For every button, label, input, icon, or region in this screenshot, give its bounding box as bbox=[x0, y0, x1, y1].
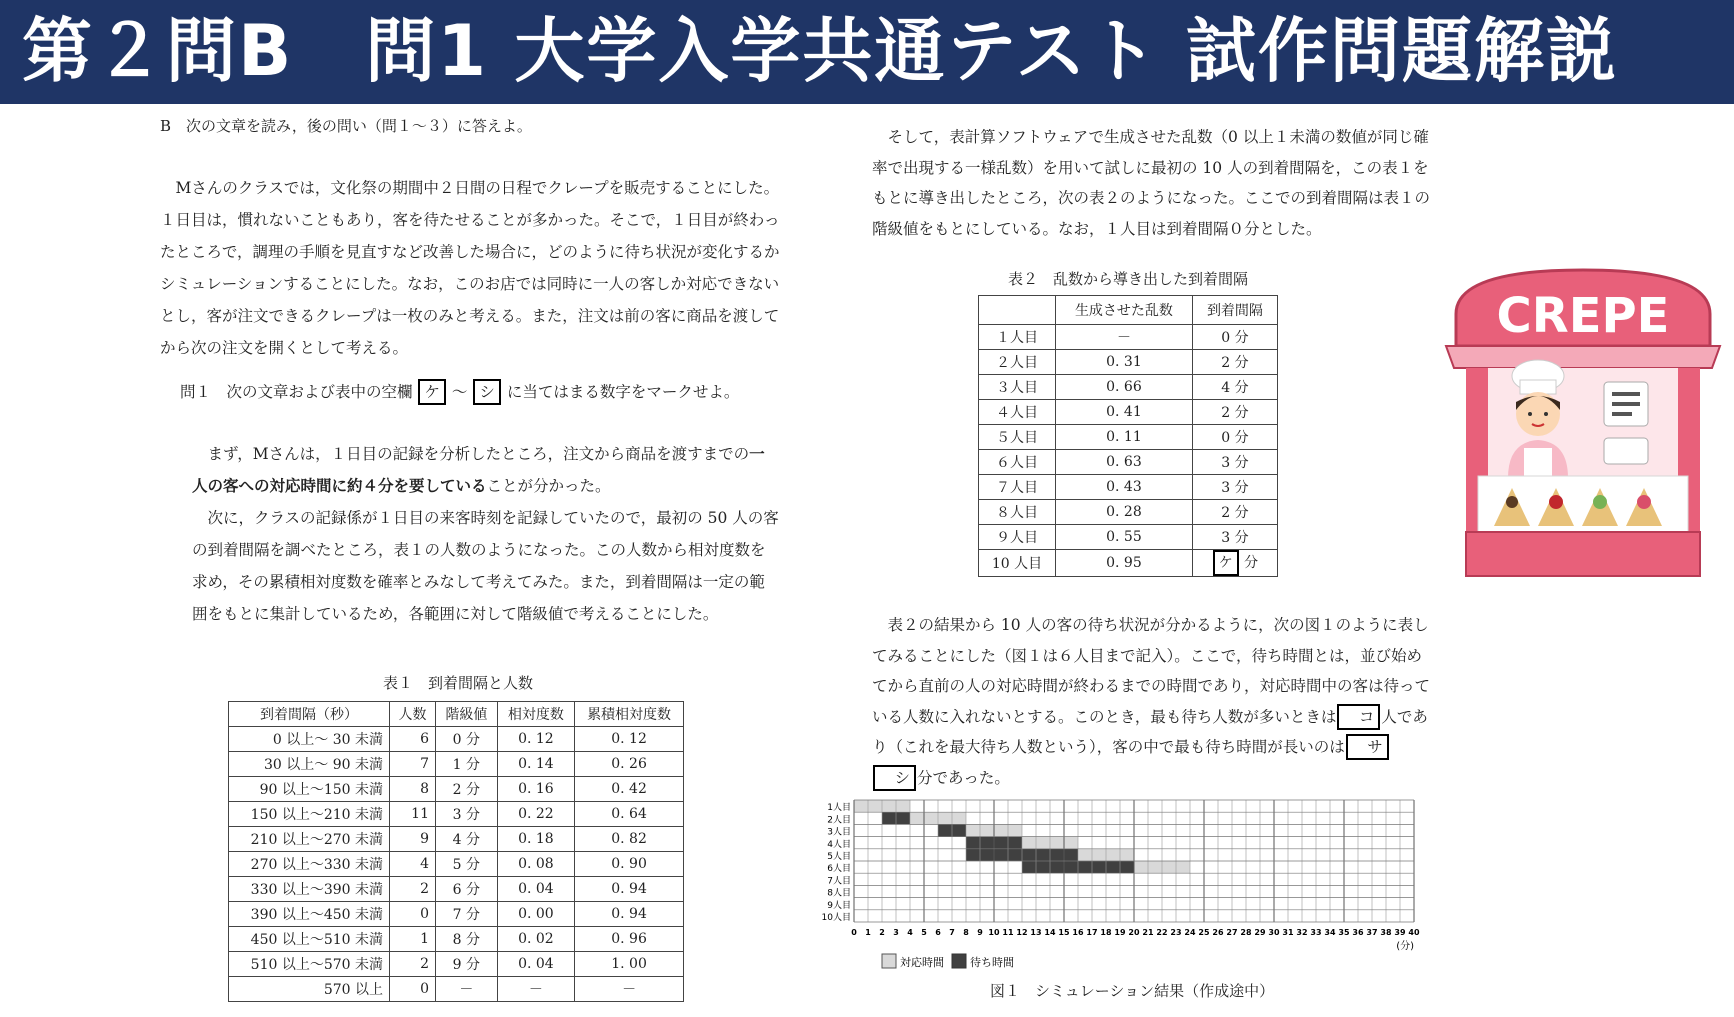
blank-box-ko: コ bbox=[1337, 704, 1380, 730]
figure-1-caption: 図１ シミュレーション結果（作成途中） bbox=[990, 982, 1275, 1000]
x-tick-label: 11 bbox=[1002, 928, 1014, 937]
x-tick-label: 32 bbox=[1296, 928, 1308, 937]
question-1 bbox=[160, 376, 780, 408]
table-1-cell: 30 以上～ 90 未満 bbox=[229, 752, 390, 777]
x-tick-label: 27 bbox=[1226, 928, 1238, 937]
blank-box-shi-2: シ bbox=[873, 765, 916, 791]
paragraph-5-a: 表２の結果から 10 人の客の待ち状況が分かるように，次の図１のように表してみることにした（図１は６人目まで記入）。ここで，待ち時間とは，並び始めてから直前の人の対応時間が終わるまでの時間であり，対応時間中の客は待っている人数に入れないとする。このとき，最も待ち人数が多いときは bbox=[872, 616, 1431, 726]
table-2-cell: 0. 43 bbox=[1056, 475, 1193, 500]
table-1-cell: 0 bbox=[390, 977, 436, 1002]
table-1-cell: 8 分 bbox=[436, 927, 498, 952]
row-label: 4人目 bbox=[827, 839, 851, 850]
table-1-cell: 0. 04 bbox=[497, 952, 574, 977]
table-2-cell: ７人目 bbox=[979, 475, 1056, 500]
row-label: 6人目 bbox=[827, 864, 851, 875]
table-1-cell: 4 bbox=[390, 852, 436, 877]
table-1-cell: 0. 04 bbox=[497, 877, 574, 902]
x-tick-label: 30 bbox=[1268, 928, 1280, 937]
x-tick-label: 38 bbox=[1380, 928, 1392, 937]
table-2-cell: 3 分 bbox=[1192, 525, 1277, 550]
table-2-cell: 0. 11 bbox=[1056, 425, 1193, 450]
table-2-cell: ８人目 bbox=[979, 500, 1056, 525]
right-column bbox=[872, 122, 1432, 244]
table-1-cell: 11 bbox=[390, 802, 436, 827]
x-tick-label: 4 bbox=[907, 928, 913, 937]
table-1-caption: 表１ 到着間隔と人数 bbox=[382, 674, 533, 692]
table-2-cell: １人目 bbox=[979, 325, 1056, 350]
table-1-cell: － bbox=[575, 977, 684, 1002]
x-unit-label: (分) bbox=[1396, 941, 1414, 952]
table-1-row bbox=[229, 752, 684, 777]
paragraph-2-c: ことが分かった。 bbox=[486, 477, 611, 495]
table-2-header: 到着間隔 bbox=[1192, 296, 1277, 325]
table-1-header: 階級値 bbox=[436, 702, 498, 727]
table-2-header-row bbox=[979, 296, 1278, 325]
crepe-stand-illustration bbox=[1438, 262, 1728, 582]
table-2-caption: 表２ 乱数から導き出した到着間隔 bbox=[1007, 270, 1248, 288]
table-1-cell: 0. 12 bbox=[497, 727, 574, 752]
table-1-cell: － bbox=[497, 977, 574, 1002]
table-2-cell: 0. 63 bbox=[1056, 450, 1193, 475]
table-1-cell: 9 分 bbox=[436, 952, 498, 977]
paragraph-5-block bbox=[872, 610, 1430, 793]
x-tick-label: 37 bbox=[1366, 928, 1378, 937]
table-1-row bbox=[229, 952, 684, 977]
table-1-cell: 0 bbox=[390, 902, 436, 927]
table-1-cell: 210 以上～270 未満 bbox=[229, 827, 390, 852]
row-label: 10人目 bbox=[822, 913, 851, 923]
blank-box-ke-table: ケ bbox=[1213, 550, 1239, 576]
table-2-cell: － bbox=[1056, 325, 1193, 350]
row-label: 9人目 bbox=[827, 900, 851, 911]
crepe-stand-icon bbox=[1438, 262, 1728, 582]
table-1-cell: 2 bbox=[390, 952, 436, 977]
table-1-cell: 7 bbox=[390, 752, 436, 777]
x-tick-label: 19 bbox=[1114, 928, 1126, 937]
question-1-post: に当てはまる数字をマークせよ。 bbox=[506, 383, 740, 401]
table-2-row bbox=[979, 325, 1278, 350]
table-1-cell: 7 分 bbox=[436, 902, 498, 927]
table-1-cell: 0. 64 bbox=[575, 802, 684, 827]
x-tick-label: 25 bbox=[1198, 928, 1210, 937]
x-tick-label: 31 bbox=[1282, 928, 1294, 937]
row-label: 3人目 bbox=[827, 827, 851, 838]
table-1-row bbox=[229, 727, 684, 752]
legend-service-label: 対応時間 bbox=[900, 956, 944, 969]
table-1-cell: 510 以上～570 未満 bbox=[229, 952, 390, 977]
table-1-cell: 3 分 bbox=[436, 802, 498, 827]
row-label: 5人目 bbox=[827, 852, 851, 862]
table-2-cell: 0 分 bbox=[1192, 425, 1277, 450]
x-tick-label: 7 bbox=[949, 928, 955, 937]
table-1-header-row bbox=[229, 702, 684, 727]
x-tick-label: 34 bbox=[1324, 928, 1336, 937]
table-2-header bbox=[979, 296, 1056, 325]
table-1-cell: 450 以上～510 未満 bbox=[229, 927, 390, 952]
paragraph-3: 次に，クラスの記録係が１日目の来客時刻を記録していたので，最初の 50 人の客の到着間隔を調べたところ，表１の人数のようになった。この人数から相対度数を求め，その累積相対度数を確率とみなして考えてみた。また，到着間隔は一定の範囲をもとに集計しているため，各範囲に対して階級値で考えることにした。 bbox=[192, 509, 779, 623]
legend-wait-label: 待ち時間 bbox=[970, 956, 1014, 969]
x-tick-label: 16 bbox=[1072, 928, 1084, 937]
row-label: 1人目 bbox=[827, 803, 851, 814]
x-tick-label: 8 bbox=[963, 928, 969, 937]
table-2-cell: 0. 66 bbox=[1056, 375, 1193, 400]
table-2-row bbox=[979, 450, 1278, 475]
x-tick-label: 0 bbox=[851, 928, 857, 937]
table-2-block bbox=[978, 268, 1278, 577]
table-1-cell: 0. 14 bbox=[497, 752, 574, 777]
x-tick-label: 26 bbox=[1212, 928, 1224, 937]
table-1-row bbox=[229, 877, 684, 902]
table-1-cell: 0. 02 bbox=[497, 927, 574, 952]
x-tick-label: 24 bbox=[1184, 928, 1196, 937]
table-1-cell: 0 以上～ 30 未満 bbox=[229, 727, 390, 752]
table-2-cell: 0. 28 bbox=[1056, 500, 1193, 525]
table-2-row bbox=[979, 475, 1278, 500]
emphasis-text: 一人の客への対応時間に約４分を要している bbox=[192, 444, 765, 495]
table-1-cell: 0. 94 bbox=[575, 877, 684, 902]
table-2-row bbox=[979, 375, 1278, 400]
x-tick-label: 18 bbox=[1100, 928, 1112, 937]
table-1-cell: 0. 00 bbox=[497, 902, 574, 927]
table-2-cell: ９人目 bbox=[979, 525, 1056, 550]
table-2-header: 生成させた乱数 bbox=[1056, 296, 1193, 325]
table-2-row bbox=[979, 525, 1278, 550]
table-1-cell: 0. 22 bbox=[497, 802, 574, 827]
table-2-cell: 0. 95 bbox=[1056, 550, 1193, 577]
blank-box-sa: サ bbox=[1346, 734, 1389, 760]
table-1-cell: 2 分 bbox=[436, 777, 498, 802]
table-2-cell: 2 分 bbox=[1192, 350, 1277, 375]
x-tick-label: 33 bbox=[1310, 928, 1322, 937]
legend-wait-swatch bbox=[952, 954, 966, 968]
table-1-cell: 0. 90 bbox=[575, 852, 684, 877]
table-1-cell: 0. 12 bbox=[575, 727, 684, 752]
paragraph-5-b: 人であり（これを最大待ち人数という），客の中で最も待ち時間が長いのは bbox=[872, 707, 1428, 756]
table-1-cell: 0. 42 bbox=[575, 777, 684, 802]
table-1-cell: 0 分 bbox=[436, 727, 498, 752]
x-tick-label: 15 bbox=[1058, 928, 1070, 937]
table-1 bbox=[228, 701, 684, 1002]
x-tick-label: 40 bbox=[1408, 928, 1420, 937]
table-1-cell: 1. 00 bbox=[575, 952, 684, 977]
table-1-row bbox=[229, 827, 684, 852]
table-1-header: 相対度数 bbox=[497, 702, 574, 727]
table-1-header: 到着間隔（秒） bbox=[229, 702, 390, 727]
x-tick-label: 13 bbox=[1030, 928, 1042, 937]
table-1-cell: 6 分 bbox=[436, 877, 498, 902]
blank-box-shi: シ bbox=[473, 379, 501, 405]
table-2-cell: ５人目 bbox=[979, 425, 1056, 450]
table-1-cell: 0. 26 bbox=[575, 752, 684, 777]
paragraph-5 bbox=[872, 610, 1430, 793]
table-2-cell: ４人目 bbox=[979, 400, 1056, 425]
row-label: 8人目 bbox=[827, 888, 851, 899]
paragraph-2-a: まず，Mさんは，１日目の記録を分析したところ，注文から商品を渡すまでの bbox=[207, 445, 750, 463]
x-tick-label: 23 bbox=[1170, 928, 1182, 937]
table-1-cell: 270 以上～330 未満 bbox=[229, 852, 390, 877]
table-1-cell: 0. 16 bbox=[497, 777, 574, 802]
table-1-cell: 0. 82 bbox=[575, 827, 684, 852]
row-label: 2人目 bbox=[827, 815, 851, 826]
table-1-row bbox=[229, 977, 684, 1002]
table-2-cell: 3 分 bbox=[1192, 475, 1277, 500]
table-1-cell: 0. 08 bbox=[497, 852, 574, 877]
table-1-cell: 1 bbox=[390, 927, 436, 952]
table-1-cell: 4 分 bbox=[436, 827, 498, 852]
table-1-row bbox=[229, 802, 684, 827]
table-2-cell bbox=[1192, 550, 1277, 577]
x-tick-label: 6 bbox=[935, 928, 941, 937]
x-tick-label: 36 bbox=[1352, 928, 1364, 937]
page-title: 第２問B 問1 大学入学共通テスト 試作問題解説 bbox=[22, 10, 1618, 92]
table-1-cell: 8 bbox=[390, 777, 436, 802]
table-1-cell: 0. 96 bbox=[575, 927, 684, 952]
table-2-cell: 2 分 bbox=[1192, 500, 1277, 525]
row-label: 7人目 bbox=[827, 876, 851, 887]
table-1-cell: 5 分 bbox=[436, 852, 498, 877]
x-tick-label: 22 bbox=[1156, 928, 1168, 937]
legend-service-swatch bbox=[882, 954, 896, 968]
table-1-cell: 9 bbox=[390, 827, 436, 852]
unit-label: 分 bbox=[1244, 555, 1259, 571]
table-1-cell: － bbox=[436, 977, 498, 1002]
x-tick-label: 28 bbox=[1240, 928, 1252, 937]
table-1-row bbox=[229, 902, 684, 927]
simulation-figure bbox=[822, 796, 1434, 1012]
table-1-cell: 330 以上～390 未満 bbox=[229, 877, 390, 902]
table-2-cell: 3 分 bbox=[1192, 450, 1277, 475]
x-tick-label: 21 bbox=[1142, 928, 1154, 937]
title-banner bbox=[0, 0, 1734, 104]
tilde: ～ bbox=[451, 383, 468, 401]
x-tick-label: 39 bbox=[1394, 928, 1406, 937]
table-1-cell: 90 以上～150 未満 bbox=[229, 777, 390, 802]
blank-box-ke: ケ bbox=[418, 379, 446, 405]
table-2-cell: ２人目 bbox=[979, 350, 1056, 375]
table-2-cell: 10 人目 bbox=[979, 550, 1056, 577]
table-1-row bbox=[229, 777, 684, 802]
table-2-cell: 0 分 bbox=[1192, 325, 1277, 350]
table-2-row bbox=[979, 400, 1278, 425]
table-1-cell: 570 以上 bbox=[229, 977, 390, 1002]
table-1-cell: 0. 18 bbox=[497, 827, 574, 852]
paragraph-4: そして，表計算ソフトウェアで生成させた乱数（0 以上１未満の数値が同じ確率で出現する一様乱数）を用いて試しに最初の 10 人の到着間隔を，この表１をもとに導き出したところ，次の表２のようになった。ここでの到着間隔は表１の階級値をもとにしている。なお，１人目は到着間隔０分とした。 bbox=[872, 128, 1431, 238]
table-1-row bbox=[229, 927, 684, 952]
table-2-cell: 0. 41 bbox=[1056, 400, 1193, 425]
left-column bbox=[160, 110, 780, 630]
x-tick-label: 9 bbox=[977, 928, 983, 937]
table-2-row bbox=[979, 425, 1278, 450]
table-2-cell: 0. 55 bbox=[1056, 525, 1193, 550]
sign-text: CREPE bbox=[1496, 288, 1670, 344]
table-2-cell: ６人目 bbox=[979, 450, 1056, 475]
question-1-pre: 問１ 次の文章および表中の空欄 bbox=[180, 383, 413, 401]
intro-heading: B 次の文章を読み，後の問い（問１～３）に答えよ。 bbox=[160, 117, 532, 135]
x-tick-label: 10 bbox=[988, 928, 1000, 937]
table-2-row bbox=[979, 350, 1278, 375]
paragraph-1: Mさんのクラスでは，文化祭の期間中２日間の日程でクレープを販売することにした。１日目は，慣れないこともあり，客を待たせることが多かった。そこで，１日目が終わったところで，調理の手順を見直すなど改善した場合に，どのように待ち状況が変化するかシミュレーションすることにした。なお，このお店では同時に一人の客しか対応できないとし，客が注文できるクレープは一枚のみと考える。また，注文は前の客に商品を渡してから次の注文を開くとして考える。 bbox=[160, 179, 780, 357]
table-1-cell: 6 bbox=[390, 727, 436, 752]
table-1-header: 累積相対度数 bbox=[575, 702, 684, 727]
table-1-header: 人数 bbox=[390, 702, 436, 727]
x-tick-label: 3 bbox=[893, 928, 899, 937]
table-1-cell: 1 分 bbox=[436, 752, 498, 777]
table-1-cell: 150 以上～210 未満 bbox=[229, 802, 390, 827]
table-2-cell: ３人目 bbox=[979, 375, 1056, 400]
table-1-block bbox=[228, 672, 688, 1002]
x-tick-label: 14 bbox=[1044, 928, 1056, 937]
x-tick-label: 17 bbox=[1086, 928, 1098, 937]
x-tick-label: 35 bbox=[1338, 928, 1350, 937]
x-tick-label: 20 bbox=[1128, 928, 1140, 937]
simulation-chart bbox=[822, 796, 1434, 1008]
x-tick-label: 1 bbox=[865, 928, 871, 937]
table-2-cell: 2 分 bbox=[1192, 400, 1277, 425]
table-1-cell: 0. 94 bbox=[575, 902, 684, 927]
table-2-row bbox=[979, 500, 1278, 525]
paragraph-2 bbox=[192, 438, 780, 502]
table-2 bbox=[978, 295, 1278, 577]
paragraph-5-c: 分であった。 bbox=[917, 768, 1010, 787]
x-tick-label: 12 bbox=[1016, 928, 1028, 937]
table-1-cell: 2 bbox=[390, 877, 436, 902]
body-text bbox=[160, 438, 780, 630]
x-tick-label: 5 bbox=[921, 928, 927, 937]
table-1-cell: 390 以上～450 未満 bbox=[229, 902, 390, 927]
table-2-row bbox=[979, 550, 1278, 577]
table-1-row bbox=[229, 852, 684, 877]
x-tick-label: 29 bbox=[1254, 928, 1266, 937]
table-2-cell: 4 分 bbox=[1192, 375, 1277, 400]
x-tick-label: 2 bbox=[879, 928, 885, 937]
table-2-cell: 0. 31 bbox=[1056, 350, 1193, 375]
